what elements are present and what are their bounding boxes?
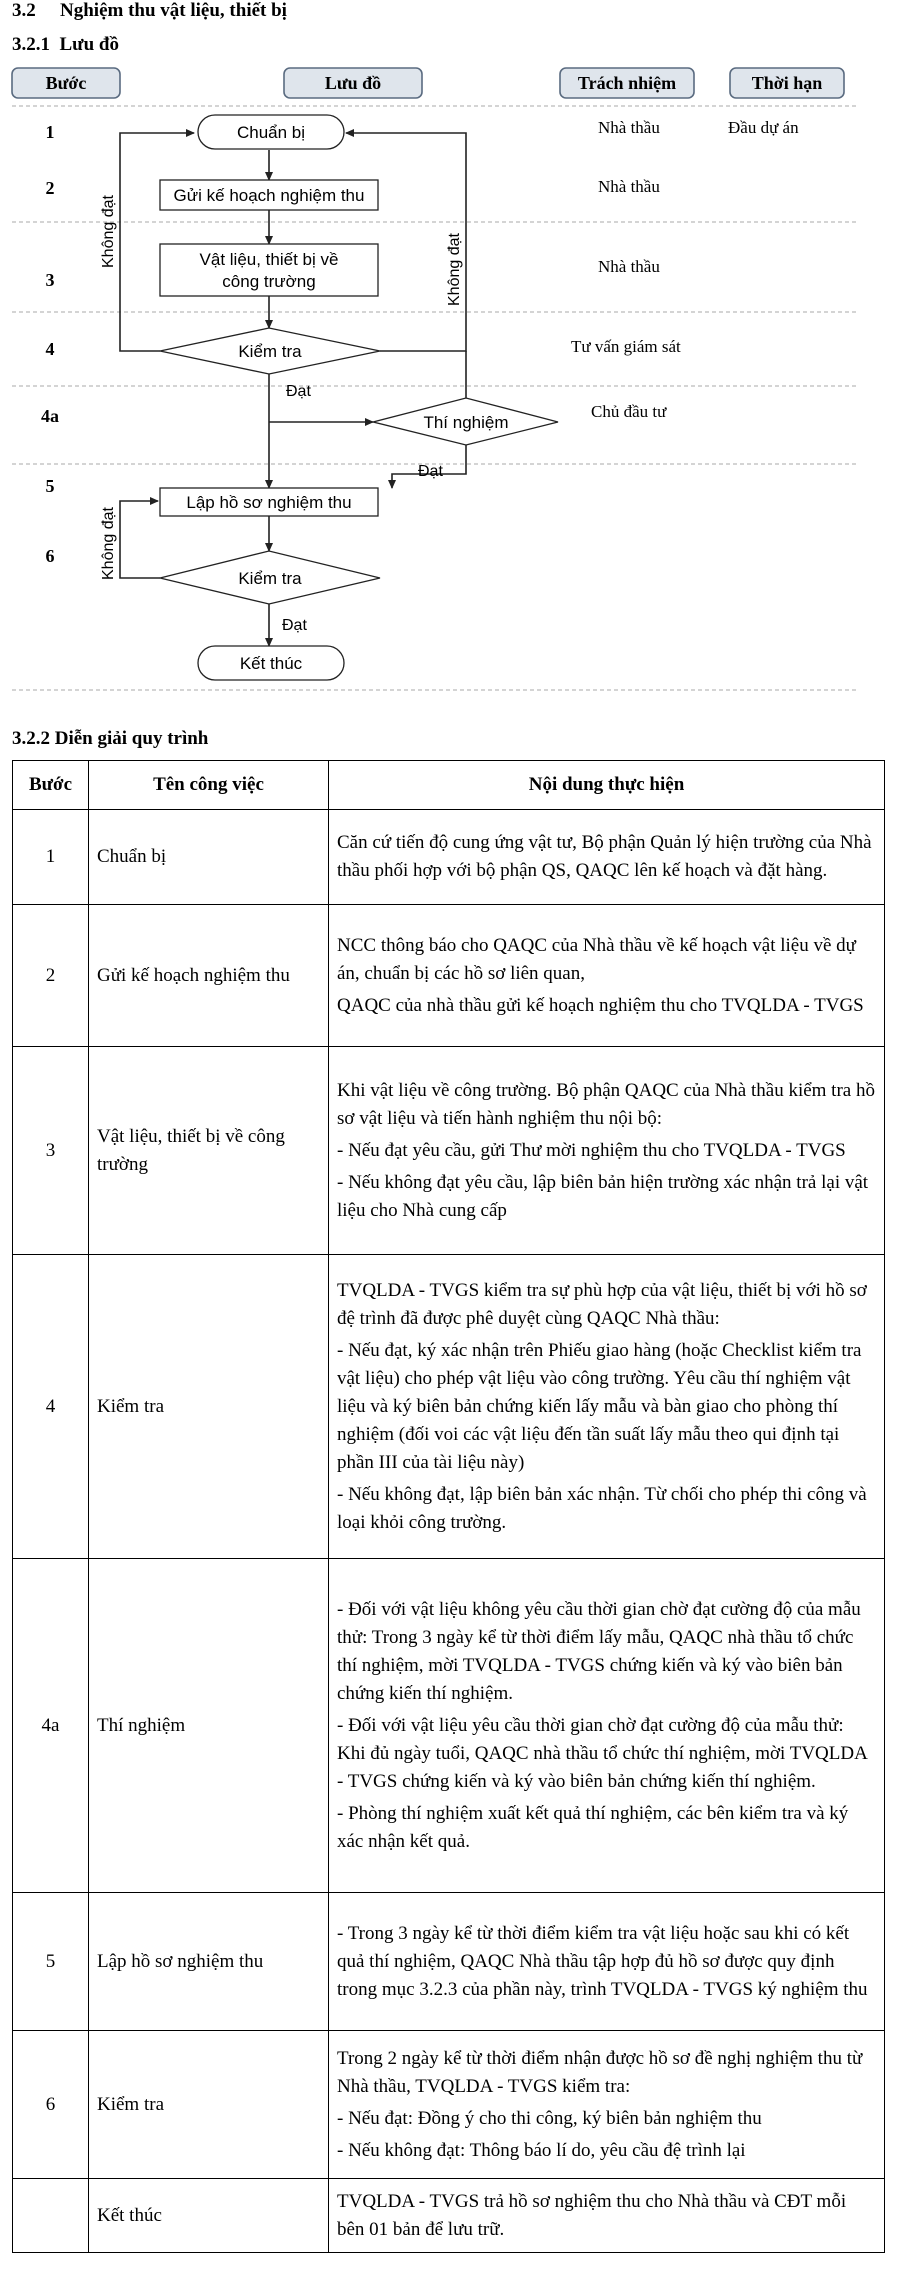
table-row: [13, 2179, 885, 2253]
flow-deadline: Đầu dự án: [728, 118, 799, 137]
table-cell-task: Kết thúc: [89, 2179, 329, 2253]
flow-node-start-label: Chuẩn bị: [236, 123, 306, 142]
table-cell-task: Kiểm tra: [89, 1255, 329, 1559]
table-header-row: [13, 761, 885, 810]
content-paragraph: - Nếu không đạt yêu cầu, lập biên bản hiện trường xác nhận trả lại vật liệu cho Nhà cung cấp: [337, 1171, 869, 1221]
flow-header-responsibility: [560, 68, 694, 98]
edge-label-pass: Đạt: [286, 383, 311, 400]
process-table: [12, 760, 885, 2253]
flow-step-number: 4a: [41, 406, 59, 426]
flow-header-step: [12, 68, 120, 98]
table-cell-content: [329, 1047, 885, 1255]
edge-label-fail: Không đạt: [446, 233, 463, 306]
edge-label-pass: Đạt: [418, 463, 443, 480]
table-row: [13, 810, 885, 905]
flow-responsible: Nhà thầu: [598, 177, 660, 196]
flow-step-number: 6: [45, 546, 55, 566]
table-cell-task: Chuẩn bị: [89, 810, 329, 905]
flowchart: [0, 0, 912, 720]
table-cell-content: [329, 1893, 885, 2031]
flow-header-chart-label: Lưu đồ: [324, 73, 382, 93]
flow-responsible: Nhà thầu: [598, 118, 660, 137]
edge-label-fail: Không đạt: [100, 195, 117, 268]
content-paragraph: - Nếu đạt yêu cầu, gửi Thư mời nghiệm thu cho TVQLDA - TVGS: [337, 1139, 846, 1161]
content-paragraph: Căn cứ tiến độ cung ứng vật tư, Bộ phận Quản lý hiện trường của Nhà thầu phối hợp với bộ phận QS, QAQC lên kế hoạch và đặt hàng.: [337, 832, 872, 881]
edge-label-fail: Không đạt: [100, 507, 117, 580]
table-row: [13, 1559, 885, 1893]
content-paragraph: QAQC của nhà thầu gửi kế hoạch nghiệm thu cho TVQLDA - TVGS: [337, 994, 864, 1016]
flow-header-responsibility-label: Trách nhiệm: [577, 73, 677, 93]
flow-node-test-label: Thí nghiệm: [423, 413, 509, 432]
flow-step-number: 1: [45, 122, 55, 142]
table-cell-content: [329, 2031, 885, 2179]
table-cell-step: 5: [13, 1893, 89, 2031]
table-row: [13, 1255, 885, 1559]
table-cell-content: [329, 1559, 885, 1893]
flow-node-end-label: Kết thúc: [239, 654, 303, 673]
flow-node-materials-label: Vật liệu, thiết bị về: [199, 250, 339, 269]
flow-node-send-plan-label: Gửi kế hoạch nghiệm thu: [173, 186, 365, 205]
table-header-content: Nội dung thực hiện: [329, 761, 885, 810]
table-cell-step: 2: [13, 905, 89, 1047]
flow-loop-fail-check1: [120, 133, 194, 351]
table-cell-step: 4: [13, 1255, 89, 1559]
table-header-task: Tên công việc: [89, 761, 329, 810]
flow-loop-fail-check2: [120, 501, 160, 578]
flowchart-heading-text: Lưu đồ: [59, 34, 119, 55]
flow-step-number: 5: [45, 476, 55, 496]
table-cell-content: [329, 1255, 885, 1559]
flow-header-chart: [284, 68, 422, 98]
table-cell-content: [329, 2179, 885, 2253]
table-row: [13, 905, 885, 1047]
flow-node-materials-label: công trường: [222, 272, 316, 291]
section-title-text: Nghiệm thu vật liệu, thiết bị: [60, 0, 287, 21]
table-cell-step: 1: [13, 810, 89, 905]
flow-node-check1-label: Kiểm tra: [238, 342, 302, 361]
table-cell-step: [13, 2179, 89, 2253]
flow-responsible: Nhà thầu: [598, 257, 660, 276]
content-paragraph: - Nếu đạt: Đồng ý cho thi công, ký biên bản nghiệm thu: [337, 2107, 762, 2129]
content-paragraph: - Nếu đạt, ký xác nhận trên Phiếu giao hàng (hoặc Checklist kiểm tra vật liệu) cho phép vật liệu vào công trường. Yêu cầu thí nghiệm vật liệu và ký biên bản chứng kiến lấy mẫu và bàn giao cho phòng thí nghiệm (đối voi các vật liệu đến tần suất lấy mẫu theo qui định tại phần III của tài liệu này): [337, 1339, 862, 1473]
table-cell-content: [329, 810, 885, 905]
flow-node-end: [198, 646, 344, 680]
content-paragraph: NCC thông báo cho QAQC của Nhà thầu về kế hoạch vật liệu về dự án, chuẩn bị các hồ sơ liên quan,: [337, 934, 856, 984]
flow-header-deadline: [730, 68, 844, 98]
table-cell-content: [329, 905, 885, 1047]
flow-header-deadline-label: Thời hạn: [751, 73, 823, 93]
content-paragraph: TVQLDA - TVGS kiểm tra sự phù hợp của vật liệu, thiết bị với hồ sơ đệ trình đã được phê duyệt cùng QAQC Nhà thầu:: [337, 1279, 867, 1329]
flow-responsible: Tư vấn giám sát: [571, 337, 681, 356]
flow-step-number: 2: [45, 178, 55, 198]
flow-node-materials: [160, 244, 378, 296]
table-cell-step: 3: [13, 1047, 89, 1255]
table-row: [13, 2031, 885, 2179]
flow-node-records: [160, 488, 378, 516]
flow-node-start: [198, 115, 344, 149]
table-cell-step: 6: [13, 2031, 89, 2179]
table-row: [13, 1893, 885, 2031]
table-header-step: Bước: [13, 761, 89, 810]
flow-step-number: 4: [45, 339, 55, 359]
flow-responsible: Chủ đầu tư: [591, 402, 667, 421]
content-paragraph: - Đối với vật liệu không yêu cầu thời gian chờ đạt cường độ của mẫu thử: Trong 3 ngày kể từ thời điểm lấy mẫu, QAQC nhà thầu tổ chức thí nghiệm, mời TVQLDA - TVGS chứng kiến và ký vào biên bản chứng kiến thí nghiệm.: [337, 1598, 861, 1704]
table-cell-step: 4a: [13, 1559, 89, 1893]
content-paragraph: Trong 2 ngày kể từ thời điểm nhận được hồ sơ đề nghị nghiệm thu từ Nhà thầu, TVQLDA - TVGS kiểm tra:: [337, 2047, 863, 2097]
table-heading: [12, 728, 208, 750]
flow-node-check2: [160, 551, 380, 604]
content-paragraph: - Đối với vật liệu yêu cầu thời gian chờ đạt cường độ của mẫu thử: Khi đủ ngày tuổi, QAQC nhà thầu tổ chức thí nghiệm, mời TVQLDA - TVGS chứng kiến và ký vào biên bản chứng kiến thí nghiệm.: [337, 1714, 867, 1792]
flow-node-test: [373, 398, 558, 445]
content-paragraph: - Nếu không đạt: Thông báo lí do, yêu cầu đệ trình lại: [337, 2139, 746, 2161]
table-cell-task: Gửi kế hoạch nghiệm thu: [89, 905, 329, 1047]
flow-step-number: 3: [45, 270, 55, 290]
flow-node-send-plan: [160, 180, 378, 210]
table-heading-number: 3.2.2: [12, 728, 50, 749]
flowchart-heading-number: 3.2.1: [12, 34, 50, 55]
table-cell-task: Vật liệu, thiết bị về công trường: [89, 1047, 329, 1255]
content-paragraph: - Trong 3 ngày kể từ thời điểm kiểm tra vật liệu hoặc sau khi có kết quả thí nghiệm, QAQC Nhà thầu tập hợp đủ hồ sơ được quy định trong mục 3.2.3 của phần này, trình TVQLDA - TVGS ký nghiệm thu: [337, 1922, 868, 2000]
content-paragraph: - Nếu không đạt, lập biên bản xác nhận. Từ chối cho phép thi công và loại khỏi công trường.: [337, 1483, 867, 1533]
table-cell-task: Thí nghiệm: [89, 1559, 329, 1893]
section-number: 3.2: [12, 0, 36, 21]
table-cell-task: Lập hồ sơ nghiệm thu: [89, 1893, 329, 2031]
content-paragraph: - Phòng thí nghiệm xuất kết quả thí nghiệm, các bên kiểm tra và ký xác nhận kết quả.: [337, 1802, 849, 1852]
edge-label-pass: Đạt: [282, 617, 307, 634]
flow-node-check1: [160, 328, 380, 374]
flow-header-step-label: Bước: [45, 73, 87, 93]
flow-node-records-label: Lập hồ sơ nghiệm thu: [186, 493, 352, 512]
table-heading-text: Diễn giải quy trình: [54, 728, 209, 749]
content-paragraph: Khi vật liệu về công trường. Bộ phận QAQC của Nhà thầu kiểm tra hồ sơ vật liệu và tiến hành nghiệm thu nội bộ:: [337, 1079, 875, 1129]
flow-node-check2-label: Kiểm tra: [238, 569, 302, 588]
content-paragraph: TVQLDA - TVGS trả hồ sơ nghiệm thu cho Nhà thầu và CĐT mỗi bên 01 bản để lưu trữ.: [337, 2190, 847, 2240]
table-row: [13, 1047, 885, 1255]
table-cell-task: Kiểm tra: [89, 2031, 329, 2179]
